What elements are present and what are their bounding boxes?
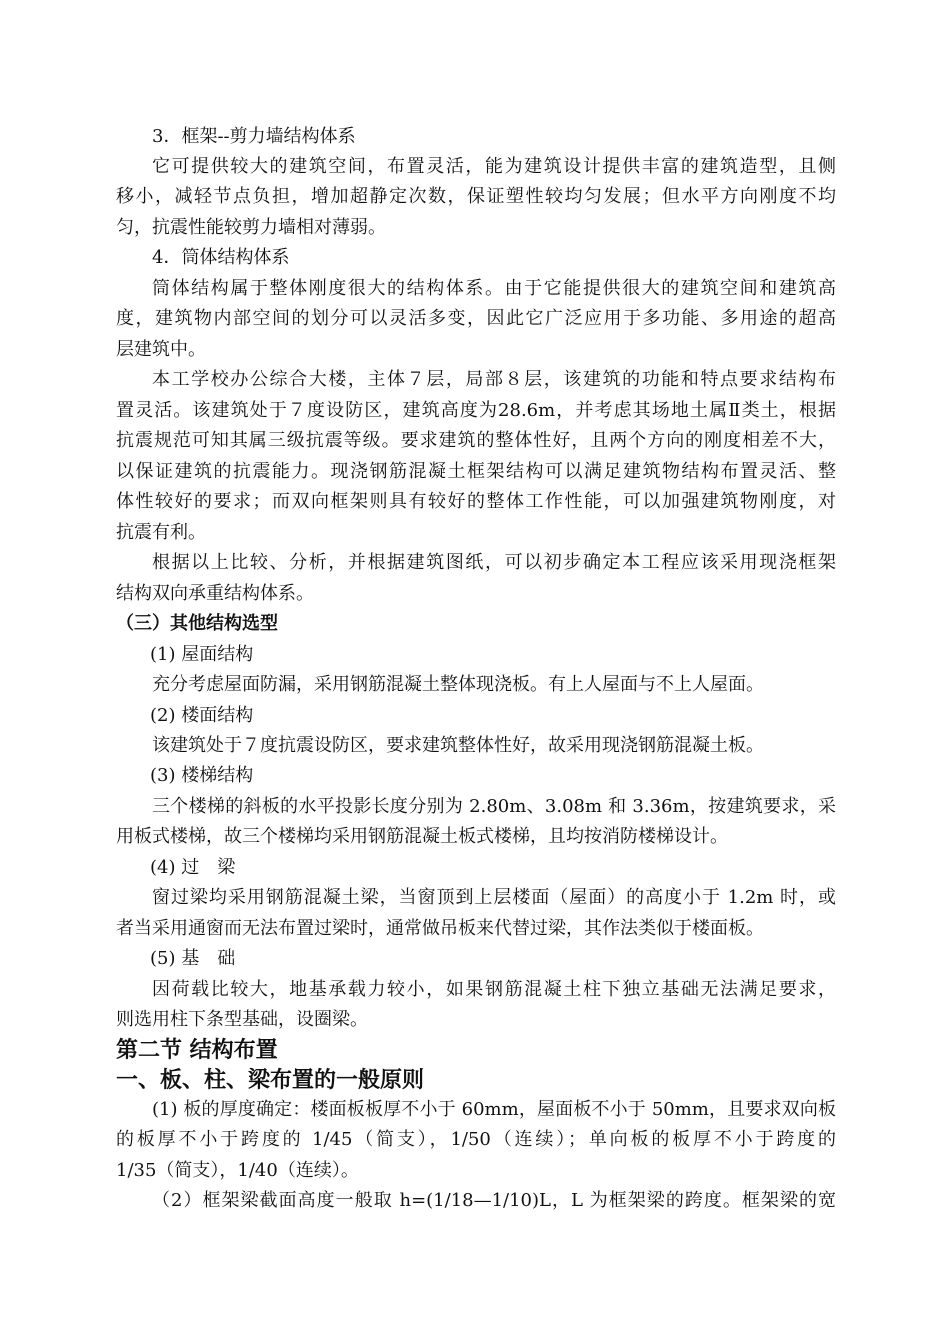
stair-structure-title: (3) 楼梯结构 [150,765,254,786]
paragraph-line: 层建筑中。 [116,339,206,360]
section-3-heading: 3．框架--剪力墙结构体系 [152,126,356,147]
paragraph-line: 置灵活。该建筑处于７度设防区，建筑高度为28.6m，并考虑其场地土属Ⅱ类土，根据 [116,400,836,421]
paragraph-line: 它可提供较大的建筑空间，布置灵活，能为建筑设计提供丰富的建筑造型，且侧 [152,156,836,177]
principles-heading: 一、板、柱、梁布置的一般原则 [116,1068,425,1093]
paragraph-line: 三个楼梯的斜板的水平投影长度分别为 2.80m、3.08m 和 3.36m，按建筑要求，采 [152,796,836,817]
paragraph-line: 本工学校办公综合大楼，主体７层，局部８层，该建筑的功能和特点要求结构布 [152,369,836,390]
paragraph-line: 1/35（简支），1/40（连续）。 [116,1160,359,1181]
chapter-2-heading: 第二节 结构布置 [116,1038,278,1063]
paragraph-line: 充分考虑屋面防漏，采用钢筋混凝土整体现浇板。有上人屋面与不上人屋面。 [152,674,764,695]
paragraph-line: 移小，减轻节点负担，增加超静定次数，保证塑性较均匀发展；但水平方向刚度不均 [116,186,836,207]
paragraph-line: (1) 板的厚度确定：楼面板板厚不小于 60mm，屋面板不小于 50mm，且要求双向板 [152,1099,836,1120]
other-structures-heading: （三）其他结构选型 [116,613,278,634]
foundation-title: (5) 基 础 [150,948,236,969]
paragraph-line: 抗震有利。 [116,522,206,543]
paragraph-line: 根据以上比较、分析，并根据建筑图纸，可以初步确定本工程应该采用现浇框架 [152,552,836,573]
lintel-title: (4) 过 梁 [150,857,236,878]
paragraph-line: 度，建筑物内部空间的划分可以灵活多变，因此它广泛应用于多功能、多用途的超高 [116,308,836,329]
paragraph-line: 以保证建筑的抗震能力。现浇钢筋混凝土框架结构可以满足建筑物结构布置灵活、整 [116,461,836,482]
paragraph-line: 因荷载比较大，地基承载力较小，如果钢筋混凝土柱下独立基础无法满足要求， [152,979,836,1000]
paragraph-line: （2）框架梁截面高度一般取 h=(1/18—1/10)L，L 为框架梁的跨度。框架梁的宽 [152,1190,836,1211]
paragraph-line: 体性较好的要求；而双向框架则具有较好的整体工作性能，可以加强建筑物刚度，对 [116,491,836,512]
paragraph-line: 筒体结构属于整体刚度很大的结构体系。由于它能提供很大的建筑空间和建筑高 [152,278,836,299]
paragraph-line: 者当采用通窗而无法布置过梁时，通常做吊板来代替过梁，其作法类似于楼面板。 [116,918,764,939]
section-4-heading: 4．筒体结构体系 [152,247,290,268]
paragraph-line: 抗震规范可知其属三级抗震等级。要求建筑的整体性好，且两个方向的刚度相差不大， [116,430,836,451]
paragraph-line: 的板厚不小于跨度的 1/45（简支），1/50（连续）；单向板的板厚不小于跨度的 [116,1129,836,1150]
paragraph-line: 结构双向承重结构体系。 [116,583,314,604]
roof-structure-title: (1) 屋面结构 [150,644,254,665]
paragraph-line: 用板式楼梯，故三个楼梯均采用钢筋混凝土板式楼梯，且均按消防楼梯设计。 [116,826,728,847]
paragraph-line: 则选用柱下条型基础，设圈梁。 [116,1009,368,1030]
floor-structure-title: (2) 楼面结构 [150,705,254,726]
paragraph-line: 窗过梁均采用钢筋混凝土梁，当窗顶到上层楼面（屋面）的高度小于 1.2m 时，或 [152,887,836,908]
paragraph-line: 匀，抗震性能较剪力墙相对薄弱。 [116,217,386,238]
paragraph-line: 该建筑处于７度抗震设防区，要求建筑整体性好，故采用现浇钢筋混凝土板。 [152,735,764,756]
